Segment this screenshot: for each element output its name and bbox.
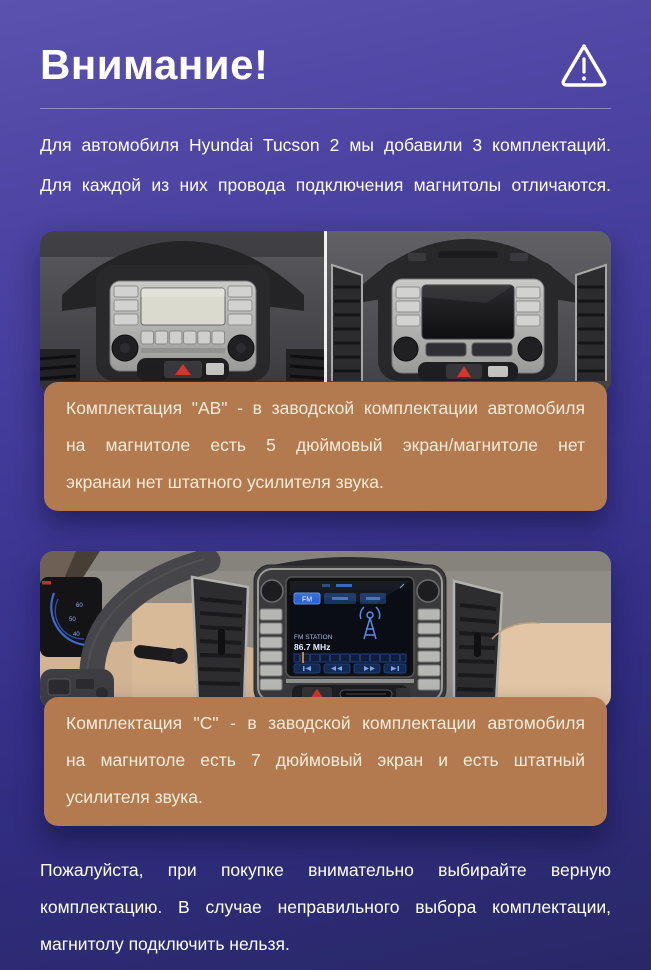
- intro-text: [40, 125, 611, 205]
- intro-line: Для автомобиля Hyundai Tucson 2 мы добавили 3 комплектаций.: [40, 135, 611, 155]
- footer-line: комплектацию. В случае неправильного выбора комплектации,: [40, 897, 611, 917]
- footer-line: магнитолу подключить нельзя.: [40, 934, 290, 954]
- footer-line: Пожалуйста, при покупке внимательно выбирайте верную: [40, 860, 611, 880]
- photo-divider: [324, 231, 327, 394]
- tune-knob: [417, 580, 439, 602]
- dashboard-photo-c: [40, 551, 611, 709]
- photo-radio-no-screen: [40, 231, 334, 394]
- right-button-column: [228, 286, 252, 325]
- tune-knob: [518, 337, 542, 361]
- caption-trim-ab: [44, 382, 607, 511]
- tab-fm-label: FM: [301, 596, 313, 604]
- station-label: FM STATION: [294, 634, 333, 641]
- head-unit-console: [254, 557, 446, 705]
- header-divider: [40, 108, 611, 109]
- right-air-vent: [454, 581, 502, 703]
- frequency-value: 86.7 MHz: [294, 642, 331, 652]
- photo-trim-ab: [40, 231, 611, 394]
- caption-line: усилителя звука.: [66, 787, 203, 807]
- left-button-column: [114, 286, 138, 325]
- gauge-number: 40: [73, 632, 80, 638]
- dashboard-photos-ab: [40, 231, 611, 394]
- caption-trim-c: [44, 697, 607, 826]
- caption-line: на магнитоле есть 7 дюймовый экран и есть штатный: [66, 750, 585, 770]
- warning-triangle-icon: [557, 40, 611, 90]
- right-air-vent: [576, 265, 606, 389]
- page-title: Внимание!: [40, 41, 269, 88]
- photo-radio-5inch-screen: [327, 231, 611, 394]
- caption-line: Комплектация "AB" - в заводской комплектации автомобиля: [66, 398, 585, 418]
- playback-controls: [294, 664, 406, 673]
- left-air-vent: [332, 265, 362, 389]
- volume-knob: [394, 337, 418, 361]
- gauge-number: 60: [76, 603, 83, 609]
- footer-note: [40, 852, 611, 963]
- caption-line: на магнитоле есть 5 дюймовый экран/магнитоле нет: [66, 435, 585, 455]
- caption-line: Комплектация "C" - в заводской комплектации автомобиля: [66, 713, 585, 733]
- caption-line: экранаи нет штатного усилителя звука.: [66, 472, 384, 492]
- left-button-column: [396, 287, 420, 326]
- promo-page: [40, 0, 611, 963]
- gauge-number: 50: [69, 617, 76, 623]
- volume-knob: [261, 580, 283, 602]
- header: [40, 40, 611, 90]
- touchscreen-fm-radio: [290, 581, 410, 673]
- intro-line: Для каждой из них провода подключения магнитолы отличаются.: [40, 175, 611, 195]
- right-button-column: [516, 287, 540, 326]
- photo-trim-c: [40, 551, 611, 709]
- left-air-vent: [192, 577, 248, 703]
